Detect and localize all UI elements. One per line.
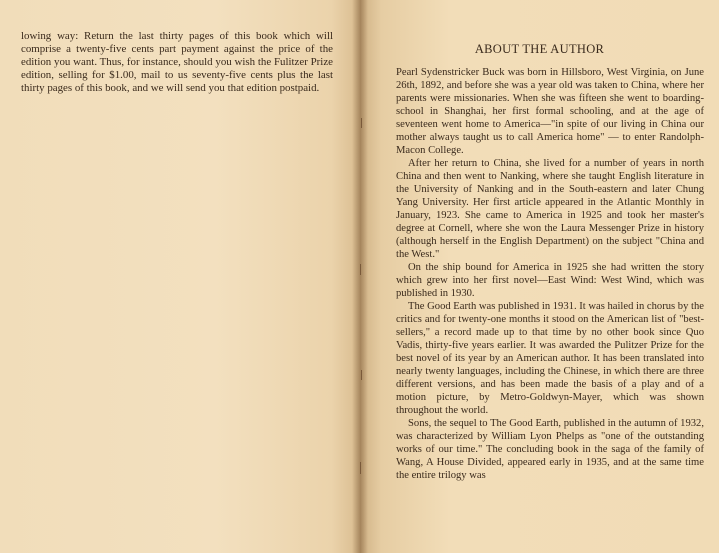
left-page-text <box>21 30 333 95</box>
binding-mark <box>360 264 361 275</box>
binding-mark <box>361 370 362 380</box>
bio-paragraph: Pearl Sydenstricker Buck was born in Hillsboro, West Virginia, on June 26th, 1892, and before she was a year old was taken to China, where her parents were missionaries. When she was fifteen she went to boarding-school in Shanghai, her first formal schooling, and at the age of seventeen went home to America—"in spite of our living in China our mother always taught us to call America home" — to enter Randolph-Macon College. <box>396 67 704 156</box>
binding-mark <box>360 462 361 474</box>
bio-paragraph: Sons, the sequel to The Good Earth, published in the autumn of 1932, was characterized by William Lyon Phelps as "one of the outstanding works of our time." The concluding book in the saga of the family of Wang, A House Divided, appeared early in 1935, and at the same time the entire trilogy was <box>396 418 704 481</box>
right-page-text <box>396 66 704 482</box>
bio-paragraph: After her return to China, she lived for a number of years in north China and then went to Nanking, where she taught English literature in the University of Nanking and in the South-eastern and later Chung Yang University. Her first article appeared in the Atlantic Monthly in January, 1923. She came to America in 1925 and took her master's degree at Cornell, where she won the Laura Messenger Prize in history (although herself in the English Department) on the subject "China and the West." <box>396 158 704 260</box>
bio-paragraph: On the ship bound for America in 1925 she had written the story which grew into her first novel—East Wind: West Wind, which was published in 1930. <box>396 262 704 299</box>
left-page-paragraph: lowing way: Return the last thirty pages of this book which will comprise a twenty-five cents part payment against the price of the edition you want. Thus, for instance, should you wish the Fulitzer Prize edition, selling for $1.00, mail to us seventy-five cents plus the last thirty pages of this book, and we will send you that edition postpaid. <box>21 30 333 94</box>
about-the-author-heading: ABOUT THE AUTHOR <box>474 42 605 56</box>
bio-paragraph: The Good Earth was published in 1931. It was hailed in chorus by the critics and for twenty-one months it stood on the American list of "best-sellers," a record made up to that time by no other book since Quo Vadis, thirty-five years earlier. It was awarded the Pulitzer Prize for the best novel of its year by an American author. It has been translated into nearly twenty languages, including the Chinese, in which there are three different versions, and has been made the basis of a play and of a motion picture, by Metro-Goldwyn-Mayer, which was shown throughout the world. <box>396 301 704 416</box>
binding-mark <box>361 118 362 128</box>
